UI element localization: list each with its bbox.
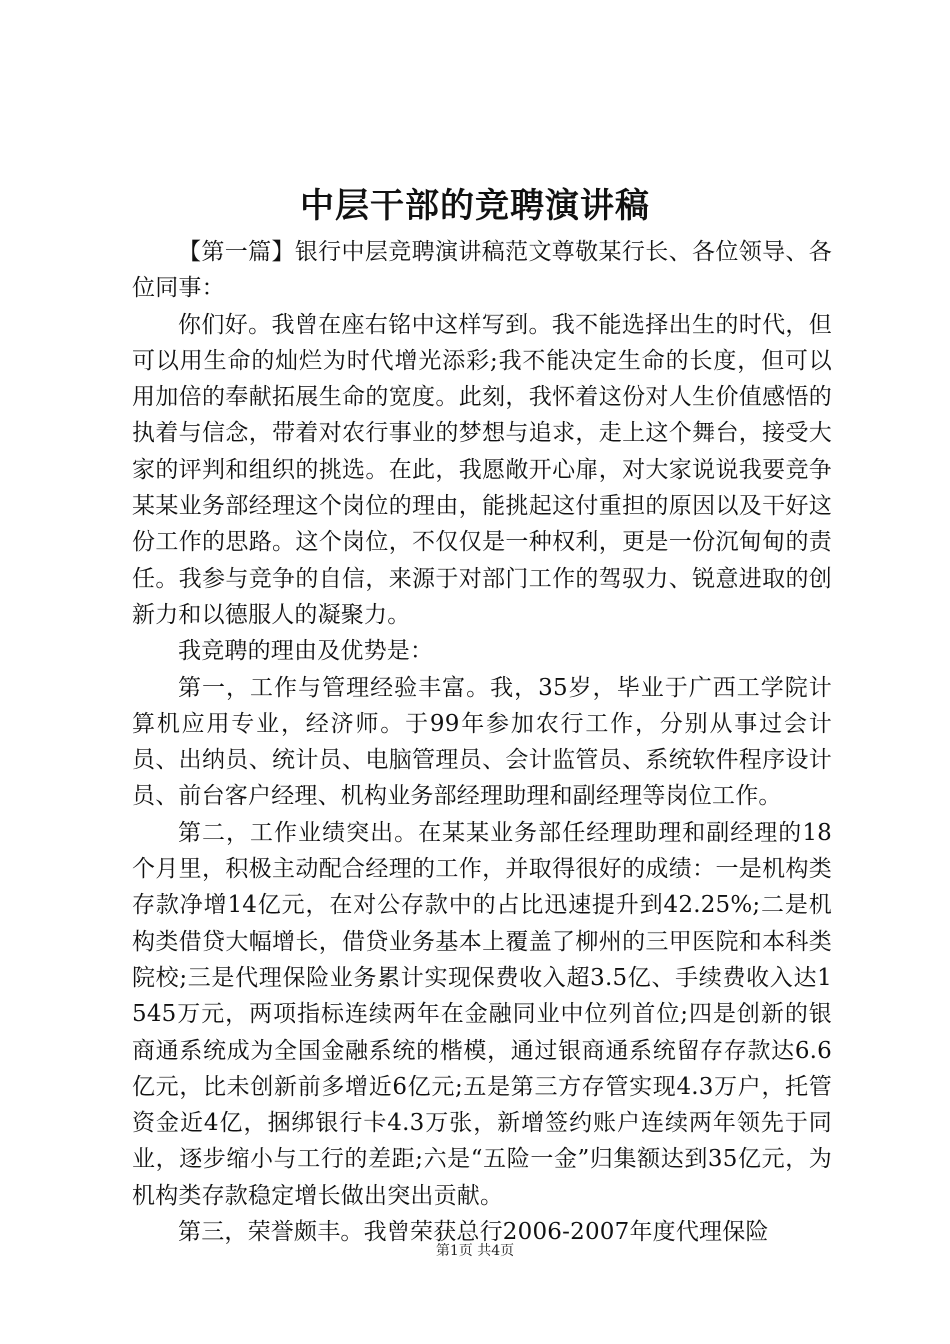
page-footer: 第1页 共4页 — [435, 1243, 515, 1259]
paragraph-intro: 【第一篇】银行中层竞聘演讲稿范文尊敬某行长、各位领导、各位同事： — [132, 239, 832, 302]
document-title: 中层干部的竞聘演讲稿 — [300, 186, 650, 226]
paragraph-greeting: 你们好。我曾在座右铭中这样写到。我不能选择出生的时代，但可以用生命的灿烂为时代增光添彩;我不能决定生命的长度，但可以用加倍的奉献拓展生命的宽度。此刻，我怀着这份对人生价值感悟的执着与信念，带着对农行事业的梦想与追求，走上这个舞台，接受大家的评判和组织的挑选。在此，我愿敞开心扉，对大家说说我要竞争某某业务部经理这个岗位的理由，能挑起这付重担的原因以及干好这份工作的思路。这个岗位，不仅仅是一种权利，更是一份沉甸甸的责任。我参与竞争的自信，来源于对部门工作的驾驭力、锐意进取的创新力和以德服人的凝聚力。 — [132, 311, 832, 628]
paragraph-reasons-heading: 我竞聘的理由及优势是： — [178, 638, 434, 665]
paragraph-second-reason: 第二，工作业绩突出。在某某业务部任经理助理和副经理的18个月里，积极主动配合经理的工作，并取得很好的成绩：一是机构类存款净增14亿元，在对公存款中的占比迅速提升到42.25%;二是机构类借贷大幅增长，借贷业务基本上覆盖了柳州的三甲医院和本科类院校;三是代理保险业务累计实现保费收入超3.5亿、手续费收入达1545万元，两项指标连续两年在金融同业中位列首位;四是创新的银商通系统成为全国金融系统的楷模，通过银商通系统留存存款达6.6亿元，比未创新前多增近6亿元;五是第三方存管实现4.3万户，托管资金近4亿，捆绑银行卡4.3万张，新增签约账户连续两年领先于同业，逐步缩小与工行的差距;六是“五险一金”归集额达到35亿元，为机构类存款稳定增长做出突出贡献。 — [132, 819, 832, 1209]
paragraph-first-reason: 第一，工作与管理经验丰富。我，35岁，毕业于广西工学院计算机应用专业，经济师。于99年参加农行工作，分别从事过会计员、出纳员、统计员、电脑管理员、会计监管员、系统软件程序设计员、前台客户经理、机构业务部经理助理和副经理等岗位工作。 — [132, 674, 832, 810]
document-body — [132, 234, 832, 1250]
paragraph-third-reason: 第三，荣誉颇丰。我曾荣获总行2006-2007年度代理保险 — [178, 1219, 769, 1246]
